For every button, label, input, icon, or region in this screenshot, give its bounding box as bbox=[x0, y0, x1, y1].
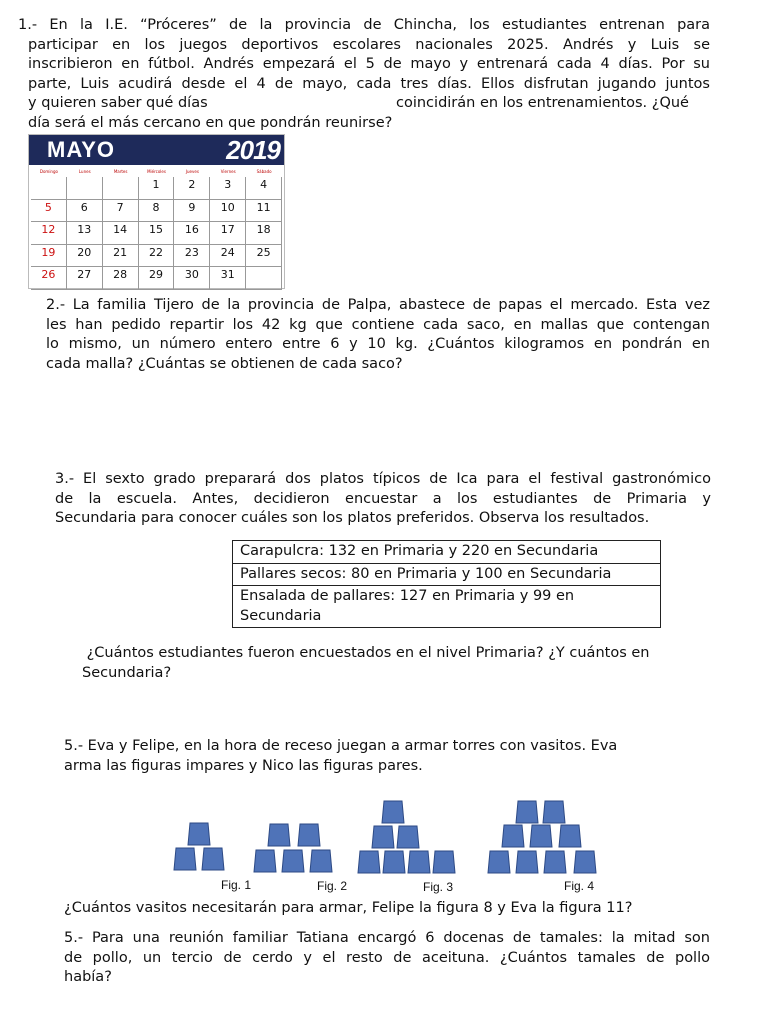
table-row bbox=[233, 586, 661, 628]
calendar-day: 3 bbox=[210, 177, 246, 200]
calendar-day: 20 bbox=[67, 245, 103, 268]
calendar-day bbox=[103, 177, 139, 200]
table-cell: Carapulcra: 132 en Primaria y 220 en Secundaria bbox=[233, 541, 661, 564]
question-2 bbox=[46, 296, 710, 374]
q3-question-line: ¿Cuántos estudiantes fueron encuestados en el nivel Primaria? ¿Y cuántos en bbox=[82, 645, 650, 661]
may-calendar bbox=[28, 134, 285, 289]
q5b-line: de pollo, un tercio de cerdo y el resto de aceituna. ¿Cuántos tamales de pollo bbox=[64, 949, 710, 966]
calendar-week bbox=[31, 267, 282, 290]
q2-line: 2.- La familia Tijero de la provincia de Palpa, abastece de papas el mercado. Esta vez bbox=[46, 297, 710, 313]
table-cell: Ensalada de pallares: 127 en Primaria y 99 en Secundaria bbox=[233, 586, 661, 628]
cup-icon bbox=[396, 825, 420, 849]
calendar-day bbox=[31, 177, 67, 200]
calendar-weekday-row bbox=[31, 169, 282, 177]
question-5b bbox=[64, 929, 710, 988]
calendar-day: 5 bbox=[31, 200, 67, 223]
question-5a bbox=[64, 737, 684, 776]
cup-icon bbox=[297, 823, 321, 847]
calendar-day: 26 bbox=[31, 267, 67, 290]
q1-line bbox=[18, 94, 710, 114]
calendar-day: 16 bbox=[174, 222, 210, 245]
cup-icon bbox=[487, 850, 511, 874]
q2-line: lo mismo, un número entero entre 6 y 10 kg. ¿Cuántos kilogramos en pondrán en bbox=[46, 336, 710, 352]
calendar-day: 31 bbox=[210, 267, 246, 290]
cup-icon bbox=[281, 849, 305, 873]
calendar-day bbox=[67, 177, 103, 200]
calendar-day: 27 bbox=[67, 267, 103, 290]
cup-icon bbox=[558, 824, 582, 848]
question-3-prompt bbox=[82, 644, 702, 683]
cup-icon bbox=[382, 850, 406, 874]
q5b-line: 5.- Para una reunión familiar Tatiana encargó 6 docenas de tamales: la mitad son bbox=[64, 930, 710, 946]
figure-label: Fig. 2 bbox=[317, 879, 348, 893]
calendar-day: 8 bbox=[139, 200, 175, 223]
cup-icon bbox=[381, 800, 405, 824]
calendar-day: 1 bbox=[139, 177, 175, 200]
calendar-day: 12 bbox=[31, 222, 67, 245]
calendar-header bbox=[29, 135, 284, 165]
calendar-week bbox=[31, 245, 282, 268]
calendar-weekday: Sábado bbox=[256, 169, 272, 174]
calendar-week bbox=[31, 177, 282, 200]
q1-line: participar en los juegos deportivos escolares nacionales 2025. Andrés y Luis se bbox=[28, 36, 710, 53]
calendar-day: 4 bbox=[246, 177, 282, 200]
calendar-day: 29 bbox=[139, 267, 175, 290]
calendar-day: 10 bbox=[210, 200, 246, 223]
calendar-day: 17 bbox=[210, 222, 246, 245]
q1-line: parte, Luis acudirá desde el 4 de mayo, cada tres días. Ellos disfrutan jugando juntos bbox=[28, 75, 710, 92]
figure-label: Fig. 3 bbox=[423, 880, 454, 894]
table-cell: Pallares secos: 80 en Primaria y 100 en Secundaria bbox=[233, 563, 661, 586]
cup-icon bbox=[515, 800, 539, 824]
calendar-day: 9 bbox=[174, 200, 210, 223]
calendar-day bbox=[246, 267, 282, 290]
q3-line: 3.- El sexto grado preparará dos platos típicos de Ica para el festival gastronómico bbox=[55, 471, 711, 487]
cup-icon bbox=[309, 849, 333, 873]
q5a-line: arma las figuras impares y Nico las figuras pares. bbox=[64, 757, 423, 774]
question-1 bbox=[18, 16, 710, 133]
cup-icon bbox=[543, 850, 567, 874]
cup-icon bbox=[357, 850, 381, 874]
q5a-line: 5.- Eva y Felipe, en la hora de receso juegan a armar torres con vasitos. Eva bbox=[64, 738, 618, 754]
cup-icon bbox=[573, 850, 597, 874]
cup-icon bbox=[432, 850, 456, 874]
cup-icon bbox=[187, 822, 211, 846]
calendar-day: 14 bbox=[103, 222, 139, 245]
calendar-day: 2 bbox=[174, 177, 210, 200]
q3-question-line: Secundaria? bbox=[82, 664, 172, 681]
calendar-day: 25 bbox=[246, 245, 282, 268]
cup-icon bbox=[501, 824, 525, 848]
calendar-day: 21 bbox=[103, 245, 139, 268]
calendar-day: 7 bbox=[103, 200, 139, 223]
figure-label: Fig. 4 bbox=[564, 879, 595, 893]
q5a-question: ¿Cuántos vasitos necesitarán para armar, Felipe la figura 8 y Eva la figura 11? bbox=[64, 900, 633, 916]
cup-icon bbox=[542, 800, 566, 824]
calendar-week bbox=[31, 200, 282, 223]
q5b-line: había? bbox=[64, 969, 112, 985]
calendar-grid bbox=[31, 169, 282, 290]
question-3 bbox=[55, 470, 711, 529]
calendar-day: 18 bbox=[246, 222, 282, 245]
calendar-day: 13 bbox=[67, 222, 103, 245]
q1-line: 1.- En la I.E. “Próceres” de la provincia de Chincha, los estudiantes entrenan para bbox=[18, 17, 710, 33]
cup-icon bbox=[407, 850, 431, 874]
calendar-weekday: Lunes bbox=[78, 169, 91, 174]
cup-icon bbox=[529, 824, 553, 848]
q1-line: inscribieron en fútbol. Andrés empezará el 5 de mayo y entrenará cada 4 días. Por su bbox=[28, 56, 710, 72]
calendar-day: 24 bbox=[210, 245, 246, 268]
survey-table bbox=[232, 540, 661, 628]
calendar-day: 6 bbox=[67, 200, 103, 223]
calendar-day: 28 bbox=[103, 267, 139, 290]
calendar-weekday: Miércoles bbox=[147, 169, 166, 174]
calendar-year: 2019 bbox=[226, 135, 280, 165]
cup-icon bbox=[173, 847, 197, 871]
calendar-day: 22 bbox=[139, 245, 175, 268]
figure-label: Fig. 1 bbox=[221, 878, 252, 892]
calendar-weekday: Martes bbox=[113, 169, 128, 174]
calendar-weekday: Domingo bbox=[39, 169, 58, 174]
cup-icon bbox=[371, 825, 395, 849]
calendar-day: 19 bbox=[31, 245, 67, 268]
q3-line: de la escuela. Antes, decidieron encuestar a los estudiantes de Primaria y bbox=[55, 490, 711, 507]
calendar-day: 30 bbox=[174, 267, 210, 290]
cup-icon bbox=[253, 849, 277, 873]
cup-icon bbox=[267, 823, 291, 847]
cup-icon bbox=[515, 850, 539, 874]
calendar-day: 15 bbox=[139, 222, 175, 245]
calendar-day: 11 bbox=[246, 200, 282, 223]
calendar-weekday: Jueves bbox=[185, 169, 199, 174]
question-5a-prompt bbox=[64, 899, 704, 919]
calendar-weekday: Viernes bbox=[220, 169, 236, 174]
q1-line-part: y quieren saber qué días bbox=[28, 95, 208, 111]
q2-line: cada malla? ¿Cuántas se obtienen de cada saco? bbox=[46, 355, 403, 372]
cup-icon bbox=[201, 847, 225, 871]
q1-line-part: coincidirán en los entrenamientos. ¿Qué bbox=[396, 95, 689, 111]
q2-line: les han pedido repartir los 42 kg que contiene cada saco, en mallas que contengan bbox=[46, 316, 710, 333]
calendar-day: 23 bbox=[174, 245, 210, 268]
table-row bbox=[233, 563, 661, 586]
q1-line: día será el más cercano en que pondrán reunirse? bbox=[28, 114, 393, 131]
calendar-month: MAYO bbox=[47, 137, 115, 162]
calendar-week bbox=[31, 222, 282, 245]
table-row bbox=[233, 541, 661, 564]
q3-line: Secundaria para conocer cuáles son los platos preferidos. Observa los resultados. bbox=[55, 510, 650, 526]
